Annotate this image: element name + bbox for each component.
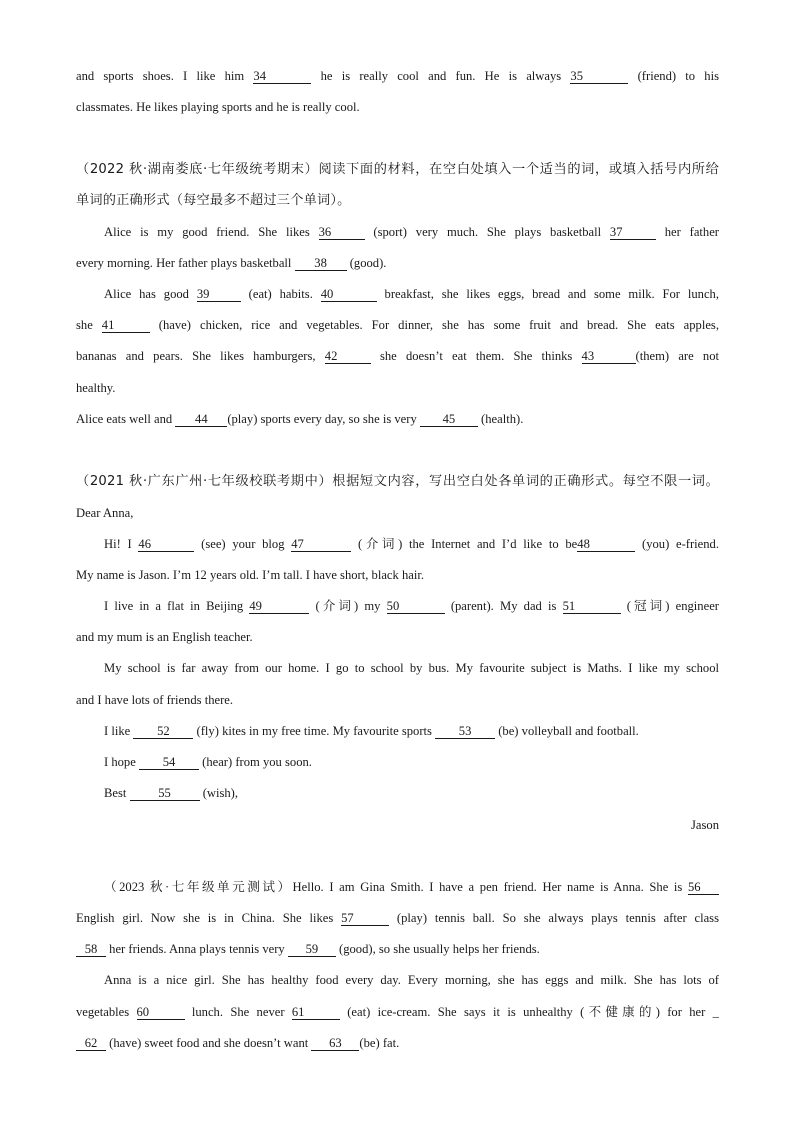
- text-run: (hear) from you soon.: [198, 755, 312, 769]
- line-25: [76, 910, 719, 926]
- text-run: breakfast, she likes eggs, bread and some milk. For lunch,: [376, 287, 719, 301]
- answer-blank-42: 42: [325, 350, 371, 364]
- text-run: My school is far away from our home. I go to school by bus. My favourite subject is Maths. I like my school: [104, 661, 719, 675]
- line-10: [76, 380, 719, 396]
- text-run: Jason: [691, 818, 719, 832]
- text-run: she doesn’t eat them. She thinks: [370, 349, 582, 363]
- answer-blank-45: 45: [420, 413, 478, 427]
- answer-blank-60: 60: [137, 1006, 185, 1020]
- text-run: (eat) habits.: [240, 287, 321, 301]
- text-run: (sport) very much. She plays basketball: [364, 225, 610, 239]
- text-run: and sports shoes. I like him: [76, 69, 254, 83]
- text-run: healthy.: [76, 381, 116, 395]
- line-14: [104, 536, 719, 552]
- text-run: (play) tennis ball. So she always plays tennis after class: [389, 911, 719, 925]
- text-run: English girl. Now she is in China. She likes: [76, 911, 342, 925]
- answer-blank-53: 53: [435, 725, 495, 739]
- text-run: bananas and pears. She likes hamburgers,: [76, 349, 325, 363]
- line-7: [104, 286, 719, 302]
- answer-blank-50: 50: [387, 600, 445, 614]
- text-run: I hope: [104, 755, 139, 769]
- text-run: lunch. She never: [184, 1005, 292, 1019]
- answer-blank-57: 57: [341, 912, 389, 926]
- answer-blank-63: 63: [311, 1037, 359, 1051]
- line-9: [76, 348, 719, 364]
- answer-blank-56: 56: [688, 881, 719, 895]
- line-2: [76, 99, 719, 115]
- answer-blank-62: 62: [76, 1037, 106, 1051]
- text-run: My name is Jason. I’m 12 years old. I’m tall. I have short, black hair.: [76, 568, 424, 582]
- answer-blank-44: 44: [175, 413, 227, 427]
- text-run: (be) volleyball and football.: [495, 724, 639, 738]
- text-run: Alice eats well and: [76, 412, 176, 426]
- letter-salutation: [76, 505, 719, 521]
- answer-blank-34: 34: [253, 70, 311, 84]
- line-1: [76, 68, 719, 84]
- line-19: [76, 692, 719, 708]
- line-5: [104, 224, 719, 240]
- answer-blank-52: 52: [133, 725, 193, 739]
- answer-blank-48: 48: [577, 538, 635, 552]
- line-29: [76, 1035, 719, 1051]
- answer-blank-39: 39: [197, 288, 241, 302]
- line-28: [76, 1004, 719, 1020]
- text-run: (冠词) engineer: [620, 599, 719, 613]
- answer-blank-54: 54: [139, 756, 199, 770]
- text-run: vegetables: [76, 1005, 137, 1019]
- section-instruction-2022: [76, 193, 719, 209]
- text-run: (them) are not: [635, 349, 719, 363]
- text-run: her friends. Anna plays tennis very: [106, 942, 288, 956]
- text-run: (wish),: [199, 786, 239, 800]
- text-run: her father: [655, 225, 719, 239]
- text-run: (good).: [346, 256, 387, 270]
- text-run: Best: [104, 786, 130, 800]
- answer-blank-59: 59: [288, 943, 336, 957]
- section-heading-2022: [76, 162, 719, 178]
- section-heading-2021: [76, 474, 719, 490]
- letter-signature: [76, 817, 719, 833]
- text-run: Alice has good: [104, 287, 197, 301]
- line-8: [76, 317, 719, 333]
- text-run: and my mum is an English teacher.: [76, 630, 253, 644]
- text-run: (fly) kites in my free time. My favourite sports: [193, 724, 436, 738]
- answer-blank-41: 41: [102, 319, 150, 333]
- answer-blank-46: 46: [138, 538, 194, 552]
- text-run: I live in a flat in Beijing: [104, 599, 250, 613]
- line-17: [76, 629, 719, 645]
- text-run: I like: [104, 724, 134, 738]
- text-run: (介词) my: [309, 599, 387, 613]
- answer-blank-49: 49: [249, 600, 309, 614]
- text-run: classmates. He likes playing sports and he is really cool.: [76, 100, 360, 114]
- text-run: （2022 秋·湖南娄底·七年级统考期末）阅读下面的材料，在空白处填入一个适当的词，或填入括号内所给: [76, 162, 719, 177]
- text-run: (have) chicken, rice and vegetables. For dinner, she has some fruit and bread. She eats apples,: [149, 318, 719, 332]
- text-run: (eat) ice-cream. She says it is unhealthy (不健康的) for her _: [339, 1005, 719, 1019]
- answer-blank-55: 55: [130, 787, 200, 801]
- text-run: she: [76, 318, 102, 332]
- text-run: and I have lots of friends there.: [76, 693, 234, 707]
- text-run: 单词的正确形式（每空最多不超过三个单词）。: [76, 193, 351, 208]
- answer-blank-35: 35: [570, 70, 628, 84]
- line-20: [104, 723, 719, 739]
- text-run: (be) fat.: [359, 1036, 400, 1050]
- answer-blank-61: 61: [292, 1006, 340, 1020]
- section-heading-2023: [104, 879, 719, 895]
- line-18: [104, 660, 719, 676]
- line-22: [104, 785, 719, 801]
- line-15: [76, 567, 719, 583]
- text-run: (have) sweet food and she doesn’t want: [106, 1036, 312, 1050]
- text-run: Alice is my good friend. She likes: [104, 225, 319, 239]
- text-run: (play) sports every day, so she is very: [227, 412, 420, 426]
- text-run: （2021 秋·广东广州·七年级校联考期中）根据短文内容，写出空白处各单词的正确形式。每空不限一词。: [76, 474, 719, 489]
- text-run: (parent). My dad is: [444, 599, 563, 613]
- text-run: (friend) to his: [628, 69, 719, 83]
- text-run: Dear Anna,: [76, 506, 134, 520]
- text-run: (good), so she usually helps her friends.: [335, 942, 540, 956]
- text-run: Anna is a nice girl. She has healthy food every day. Every morning, she has eggs and milk. She has lots of: [104, 973, 719, 987]
- text-run: (you) e-friend.: [635, 537, 720, 551]
- line-26: [76, 941, 719, 957]
- answer-blank-58: 58: [76, 943, 106, 957]
- answer-blank-47: 47: [291, 538, 351, 552]
- line-27: [104, 972, 719, 988]
- text-run: (health).: [477, 412, 524, 426]
- line-16: [104, 598, 719, 614]
- line-21: [104, 754, 719, 770]
- line-6: [76, 255, 719, 271]
- text-run: (介词) the Internet and I’d like to be: [351, 537, 578, 551]
- answer-blank-38: 38: [295, 257, 347, 271]
- text-run: Hi! I: [104, 537, 139, 551]
- answer-blank-43: 43: [582, 350, 636, 364]
- answer-blank-51: 51: [563, 600, 621, 614]
- answer-blank-40: 40: [321, 288, 377, 302]
- text-run: he is really cool and fun. He is always: [311, 69, 571, 83]
- text-run: (see) your blog: [194, 537, 292, 551]
- line-11: [76, 411, 719, 427]
- text-run: （2023 秋·七年级单元测试）Hello. I am Gina Smith. I have a pen friend. Her name is Anna. She is: [104, 880, 688, 894]
- answer-blank-37: 37: [610, 226, 656, 240]
- text-run: every morning. Her father plays basketball: [76, 256, 295, 270]
- answer-blank-36: 36: [319, 226, 365, 240]
